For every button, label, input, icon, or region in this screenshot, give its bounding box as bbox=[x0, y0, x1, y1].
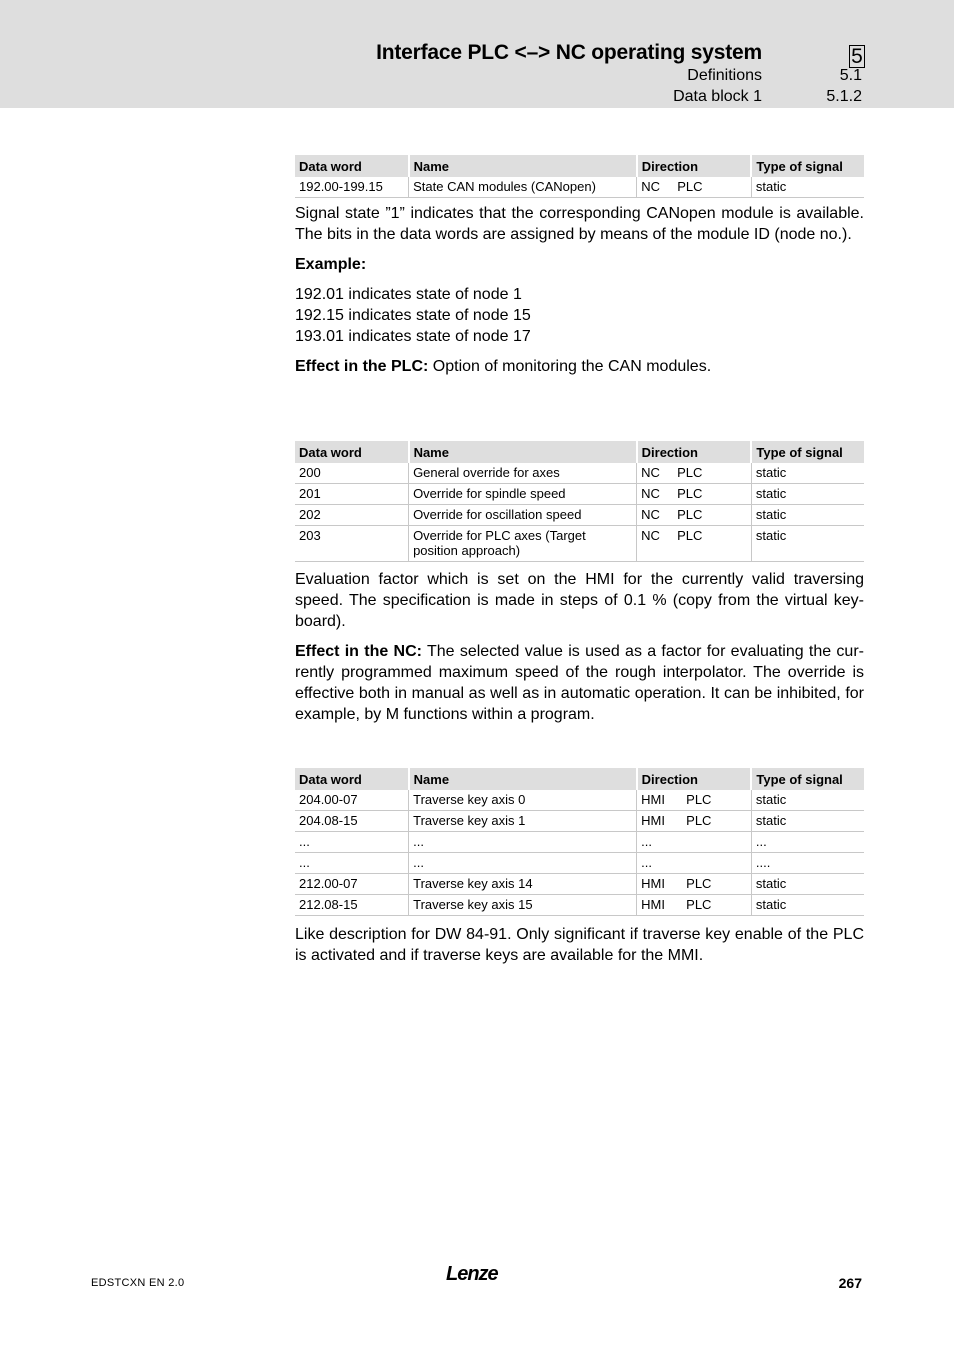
cell-direction bbox=[637, 505, 752, 526]
example-heading: Example: bbox=[295, 256, 367, 273]
cell-data-word: ... bbox=[295, 832, 409, 853]
cell-name: Traverse key axis 0 bbox=[409, 790, 637, 811]
text-block-2 bbox=[295, 569, 864, 725]
cell-data-word: ... bbox=[295, 853, 409, 874]
data-word-table-2 bbox=[295, 441, 864, 562]
effect-label: Effect in the NC: bbox=[295, 643, 422, 660]
cell-data-word: 203 bbox=[295, 526, 409, 562]
cell-direction bbox=[637, 832, 752, 853]
cell-direction bbox=[637, 811, 752, 832]
paragraph: Like description for DW 84-91. Only significant if traverse key enable of the PLC is activated and if traverse keys are available for the MMI. bbox=[295, 926, 864, 964]
direction-from: HMI bbox=[641, 897, 665, 912]
cell-name: Override for spindle speed bbox=[409, 484, 637, 505]
direction-to: PLC bbox=[677, 465, 703, 480]
cell-name: Traverse key axis 15 bbox=[409, 895, 637, 916]
col-header-type: Type of signal bbox=[751, 768, 864, 790]
table-3-container bbox=[295, 768, 864, 916]
cell-name: ... bbox=[409, 832, 637, 853]
cell-data-word: 200 bbox=[295, 463, 409, 484]
cell-type: .... bbox=[751, 853, 864, 874]
direction-from: NC bbox=[641, 465, 660, 480]
effect-text: The selected value is used as a factor for evaluating the currently programmed maximum speed of the rough interpolator. The override is effective both in manual as well as in automatic operation. It can be inhibited, for example, by M functions within a program. bbox=[295, 643, 864, 723]
direction-to: PLC bbox=[677, 486, 703, 501]
chapter-number[interactable]: 5 bbox=[849, 45, 865, 68]
subsection-number: 5.1.2 bbox=[826, 88, 862, 105]
direction-to: PLC bbox=[686, 897, 712, 912]
document-id: EDSTCXN EN 2.0 bbox=[91, 1277, 185, 1289]
col-header-direction: Direction bbox=[637, 441, 752, 463]
direction-from: NC bbox=[641, 507, 660, 522]
table-row bbox=[295, 484, 864, 505]
section-number: 5.1 bbox=[839, 67, 862, 84]
lenze-logo: Lenze bbox=[446, 1263, 498, 1285]
example-line: 192.15 indicates state of node 15 bbox=[295, 307, 531, 324]
header-band bbox=[0, 0, 954, 108]
table-2-container bbox=[295, 441, 864, 562]
paragraph: Signal state ”1” indicates that the corresponding CANopen module is available. The bits in the data words are assigned by means of the module ID (node no.). bbox=[295, 205, 864, 243]
direction-from: ... bbox=[641, 834, 652, 849]
cell-name: ... bbox=[409, 853, 637, 874]
text-block-1 bbox=[295, 203, 864, 377]
cell-direction bbox=[637, 526, 752, 562]
cell-data-word: 201 bbox=[295, 484, 409, 505]
col-header-data-word: Data word bbox=[295, 155, 409, 177]
example-line: 192.01 indicates state of node 1 bbox=[295, 286, 522, 303]
direction-from: NC bbox=[641, 528, 660, 543]
cell-direction bbox=[637, 853, 752, 874]
direction-from: NC bbox=[641, 486, 660, 501]
cell-direction bbox=[637, 463, 752, 484]
direction-to: PLC bbox=[686, 876, 712, 891]
table-1-container bbox=[295, 155, 864, 198]
effect-paragraph bbox=[295, 356, 864, 377]
table-row bbox=[295, 526, 864, 562]
table-header-row bbox=[295, 441, 864, 463]
cell-type: ... bbox=[751, 832, 864, 853]
cell-type: static bbox=[751, 526, 864, 562]
cell-data-word: 212.08-15 bbox=[295, 895, 409, 916]
direction-to: PLC bbox=[677, 179, 703, 194]
col-header-name: Name bbox=[409, 441, 637, 463]
cell-name: General override for axes bbox=[409, 463, 637, 484]
direction-from: HMI bbox=[641, 792, 665, 807]
cell-type: static bbox=[751, 895, 864, 916]
example-line: 193.01 indicates state of node 17 bbox=[295, 328, 531, 345]
page-number: 267 bbox=[838, 1275, 862, 1291]
col-header-data-word: Data word bbox=[295, 768, 409, 790]
text-block-3 bbox=[295, 924, 864, 966]
table-row bbox=[295, 177, 864, 198]
cell-type: static bbox=[751, 463, 864, 484]
cell-direction bbox=[637, 895, 752, 916]
cell-direction bbox=[637, 484, 752, 505]
section-title: Definitions bbox=[687, 67, 762, 84]
table-header-row bbox=[295, 768, 864, 790]
cell-name: Override for PLC axes (Target position approach) bbox=[409, 526, 637, 562]
table-row bbox=[295, 874, 864, 895]
cell-type: static bbox=[751, 874, 864, 895]
effect-label: Effect in the PLC: bbox=[295, 358, 429, 375]
cell-direction bbox=[637, 177, 752, 198]
table-row bbox=[295, 853, 864, 874]
col-header-type: Type of signal bbox=[751, 441, 864, 463]
data-word-table-1 bbox=[295, 155, 864, 198]
cell-type: static bbox=[751, 484, 864, 505]
direction-from: NC bbox=[641, 179, 660, 194]
col-header-type: Type of signal bbox=[751, 155, 864, 177]
direction-to: PLC bbox=[677, 528, 703, 543]
direction-to: PLC bbox=[686, 813, 712, 828]
table-row bbox=[295, 790, 864, 811]
col-header-data-word: Data word bbox=[295, 441, 409, 463]
cell-name: Traverse key axis 1 bbox=[409, 811, 637, 832]
paragraph: Evaluation factor which is set on the HMI for the currently valid traversing speed. The specification is made in steps of 0.1 % (copy from the virtual keyboard). bbox=[295, 571, 864, 630]
table-header-row bbox=[295, 155, 864, 177]
cell-name: Override for oscillation speed bbox=[409, 505, 637, 526]
cell-type: static bbox=[751, 811, 864, 832]
direction-from: HMI bbox=[641, 813, 665, 828]
direction-to: PLC bbox=[686, 792, 712, 807]
cell-data-word: 204.08-15 bbox=[295, 811, 409, 832]
col-header-direction: Direction bbox=[637, 155, 752, 177]
col-header-name: Name bbox=[409, 155, 637, 177]
cell-direction bbox=[637, 790, 752, 811]
direction-from: ... bbox=[641, 855, 652, 870]
cell-name: Traverse key axis 14 bbox=[409, 874, 637, 895]
cell-direction bbox=[637, 874, 752, 895]
direction-from: HMI bbox=[641, 876, 665, 891]
effect-text: Option of monitoring the CAN modules. bbox=[428, 358, 712, 375]
table-row bbox=[295, 895, 864, 916]
cell-data-word: 204.00-07 bbox=[295, 790, 409, 811]
col-header-direction: Direction bbox=[637, 768, 752, 790]
page-title: Interface PLC <–> NC operating system bbox=[376, 41, 762, 64]
table-row bbox=[295, 463, 864, 484]
cell-data-word: 212.00-07 bbox=[295, 874, 409, 895]
effect-paragraph bbox=[295, 641, 864, 725]
subsection-title: Data block 1 bbox=[673, 88, 762, 105]
data-word-table-3 bbox=[295, 768, 864, 916]
table-row bbox=[295, 811, 864, 832]
cell-type: static bbox=[751, 177, 864, 198]
cell-data-word: 192.00-199.15 bbox=[295, 177, 409, 198]
direction-to: PLC bbox=[677, 507, 703, 522]
col-header-name: Name bbox=[409, 768, 637, 790]
cell-type: static bbox=[751, 505, 864, 526]
cell-type: static bbox=[751, 790, 864, 811]
table-row bbox=[295, 505, 864, 526]
table-row bbox=[295, 832, 864, 853]
cell-name: State CAN modules (CANopen) bbox=[409, 177, 637, 198]
cell-data-word: 202 bbox=[295, 505, 409, 526]
